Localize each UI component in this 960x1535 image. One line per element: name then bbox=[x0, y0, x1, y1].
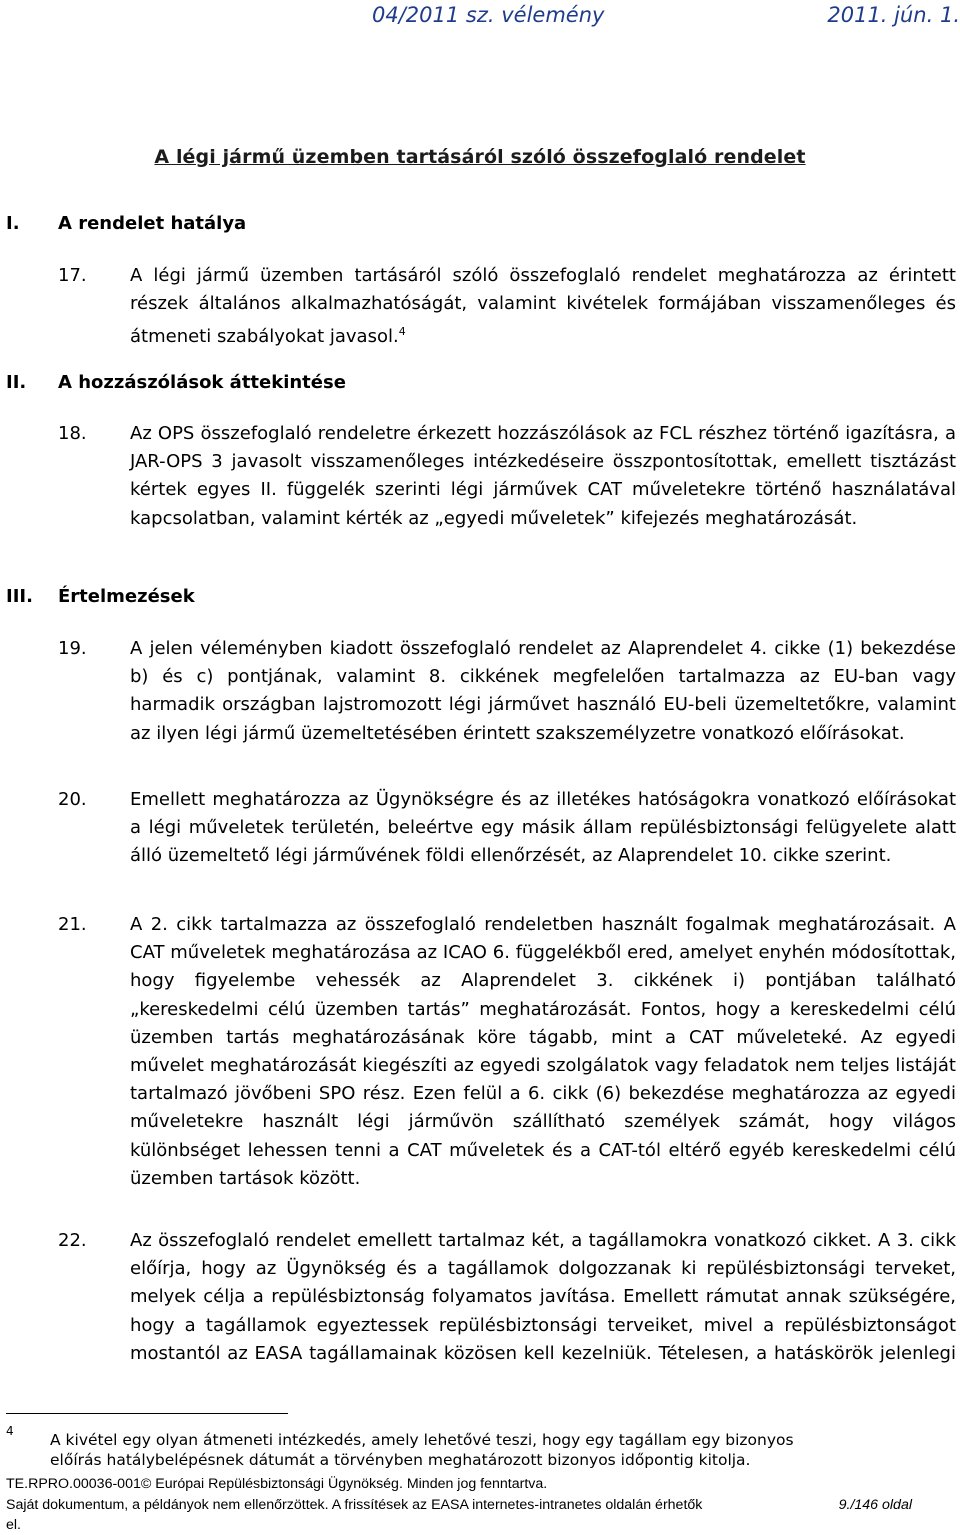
page-number: 9./146 oldal bbox=[838, 1497, 912, 1513]
paragraph-18 bbox=[58, 420, 956, 533]
document-title: A légi jármű üzemben tartásáról szóló összefoglaló rendelet bbox=[154, 146, 806, 168]
footer-copyright: TE.RPRO.00036-001© Európai Repülésbiztonsági Ügynökség. Minden jog fenntartva. bbox=[6, 1476, 548, 1492]
paragraph-19 bbox=[58, 635, 956, 748]
paragraph-22 bbox=[58, 1227, 956, 1368]
paragraph-number: 18. bbox=[58, 423, 87, 444]
paragraph-number: 20. bbox=[58, 789, 87, 810]
footnote-line: előírás hatálybelépésnek dátumát a törvényben meghatározott bizonyos időpontig kitolja. bbox=[50, 1451, 751, 1469]
paragraph-21 bbox=[58, 911, 956, 1193]
footnote-reference: 4 bbox=[398, 325, 406, 339]
footnote-number: 4 bbox=[6, 1424, 14, 1438]
paragraph-17 bbox=[58, 262, 956, 352]
paragraph-text: A jelen véleményben kiadott összefoglaló rendelet az Alaprendelet 4. cikke (1) bekezdése b) és c) pontjának, valamint 8. cikkének megfelelően tartalmazza az EU-ban vagy harmadik országban lajstromozott légi járművet használó EU-beli üzemeltetőkre, valamint az ilyen légi jármű üzemeltetésében érintett szakszemélyzetre vonatkozó előírásokat. bbox=[130, 638, 956, 744]
section-heading-2 bbox=[6, 372, 346, 393]
paragraph-text: Emellett meghatározza az Ügynökségre és az illetékes hatóságokra vonatkozó előírásokat a légi műveletek területén, beleértve egy másik állam repülésbiztonsági felügyelete alatt álló üzemeltető légi járművének földi ellenőrzését, az Alaprendelet 10. cikke szerint. bbox=[130, 789, 956, 867]
paragraph-number: 22. bbox=[58, 1230, 87, 1251]
footnote-divider bbox=[6, 1413, 288, 1414]
page-header bbox=[372, 0, 960, 30]
section-title: A rendelet hatálya bbox=[58, 213, 247, 234]
section-number: III. bbox=[6, 586, 33, 607]
section-heading-1 bbox=[6, 213, 246, 234]
footnote-line: A kivétel egy olyan átmeneti intézkedés, amely lehetővé teszi, hogy egy tagállam egy bizonyos bbox=[50, 1431, 794, 1449]
paragraph-number: 19. bbox=[58, 638, 87, 659]
footnote-text bbox=[50, 1430, 956, 1470]
paragraph-20 bbox=[58, 786, 956, 871]
page-footer bbox=[6, 1474, 956, 1534]
paragraph-text: Az összefoglaló rendelet emellett tartalmaz két, a tagállamokra vonatkozó cikket. A 3. cikk előírja, hogy az Ügynökség és a tagállamok dolgozzanak ki repülésbiztonsági terveket, melyek célja a repülésbiztonság folyamatos javítása. Emellett rámutat annak szükségére, hogy a tagállamok egyeztessek repülésbiztonsági terveiket, mivel a repülésbiztonságot mostantól az EASA tagállamainak közösen kell kezelniük. Tételesen, a hatáskörök jelenlegi bbox=[130, 1230, 956, 1364]
footer-notice-end: el. bbox=[6, 1517, 21, 1533]
footer-notice: Saját dokumentum, a példányok nem ellenőrzöttek. A frissítések az EASA internetes-intranetes oldalán érhetők bbox=[6, 1497, 703, 1513]
section-heading-3 bbox=[6, 586, 195, 607]
header-doc-ref: 04/2011 sz. vélemény bbox=[372, 3, 605, 27]
paragraph-text: A 2. cikk tartalmazza az összefoglaló rendeletben használt fogalmak meghatározásait. A CAT műveletek meghatározása az ICAO 6. függelékből ered, amelyet enyhén módosítottak, hogy figyelembe vehessék az Alaprendelet 3. cikkének i) pontjában található „kereskedelmi célú üzemben tartás” meghatározását. Fontos, hogy a kereskedelmi célú üzemben tartás meghatározásának köre tágabb, mint a CAT műveleteké. Az egyedi művelet meghatározását kiegészíti az egyedi szolgálatok vagy feladatok nem teljes listáját tartalmazó jövőbeni SPO rész. Ezen felül a 6. cikk (6) bekezdése meghatározza az egyedi műveletekre használt légi járművön szállítható személyek számát, hogy világos különbséget lehessen tenni a CAT műveletek és a CAT-tól eltérő egyéb kereskedelmi célú üzemben tartások között. bbox=[130, 914, 956, 1189]
section-title: A hozzászólások áttekintése bbox=[58, 372, 346, 393]
paragraph-number: 17. bbox=[58, 265, 87, 286]
section-number: I. bbox=[6, 213, 20, 234]
section-number: II. bbox=[6, 372, 27, 393]
paragraph-text: Az OPS összefoglaló rendeletre érkezett hozzászólások az FCL részhez történő igazításra, a JAR-OPS 3 javasolt visszamenőleges intézkedéseire összpontosítottak, emellett tisztázást kértek egyes II. függelék szerinti légi járművek CAT műveletekre történő használatával kapcsolatban, valamint kérték az „egyedi műveletek” kifejezés meghatározását. bbox=[130, 423, 956, 529]
header-date: 2011. jún. 1. bbox=[827, 3, 960, 27]
paragraph-number: 21. bbox=[58, 914, 87, 935]
paragraph-text: A légi jármű üzemben tartásáról szóló összefoglaló rendelet meghatározza az érintett részek általános alkalmazhatóságát, valamint kivételek formájában visszamenőleges és átmeneti szabályokat javasol.$^4$ bbox=[130, 265, 956, 348]
section-title: Értelmezések bbox=[58, 586, 195, 607]
